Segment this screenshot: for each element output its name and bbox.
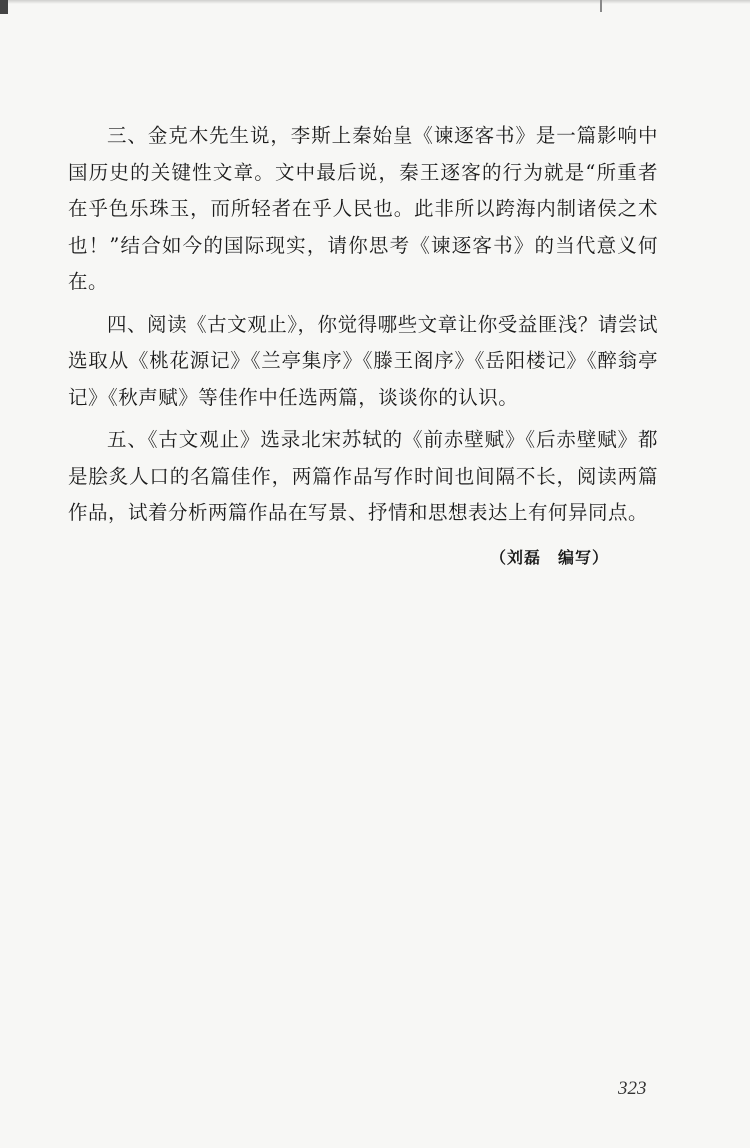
scan-corner-mark <box>0 0 8 14</box>
scan-edge-mark <box>600 0 602 12</box>
question-three-paragraph: 三、金克木先生说，李斯上秦始皇《谏逐客书》是一篇影响中国历史的关键性文章。文中最后说，秦王逐客的行为就是“所重者在乎色乐珠玉，而所轻者在乎人民也。此非所以跨海内制诸侯之术也！”结合如今的国际现实，请你思考《谏逐客书》的当代意义何在。 <box>68 124 658 293</box>
page-number: 323 <box>618 1078 647 1099</box>
body-text <box>68 118 658 538</box>
question-four-paragraph: 四、阅读《古文观止》，你觉得哪些文章让你受益匪浅？请尝试选取从《桃花源记》《兰亭集序》《滕王阁序》《岳阳楼记》《醉翁亭记》《秋声赋》等佳作中任选两篇，谈谈你的认识。 <box>68 312 658 409</box>
scan-top-edge <box>0 0 750 4</box>
author-byline: （刘磊 编写） <box>490 548 610 567</box>
question-five-paragraph: 五、《古文观止》选录北宋苏轼的《前赤壁赋》《后赤壁赋》都是脍炙人口的名篇佳作，两篇作品写作时间也间隔不长，阅读两篇作品，试着分析两篇作品在写景、抒情和思想表达上有何异同点。 <box>68 428 658 524</box>
